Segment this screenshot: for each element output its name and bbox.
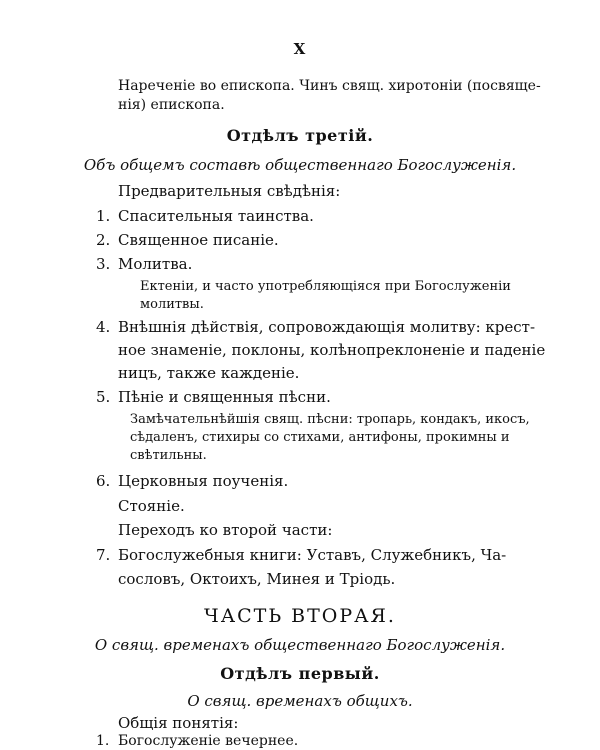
item-text: Спасительныя таинства. — [118, 207, 314, 225]
item-text: Богослуженіе вечернее. — [118, 733, 299, 749]
item-text: Молитва. — [118, 255, 193, 273]
list-item — [96, 207, 314, 225]
general-concepts: Общія понятія: — [118, 714, 239, 732]
list-item — [96, 733, 298, 749]
list-item — [96, 546, 506, 564]
item-number: 1. — [96, 207, 111, 225]
item-number: 1. — [96, 733, 110, 749]
item-text: Богослужебныя книги: Уставъ, Служебникъ, Ча- — [118, 546, 507, 564]
list-item — [96, 388, 331, 406]
prelim-heading: Предварительныя свѣдѣнія: — [118, 182, 341, 200]
intro-line-2: нія) епископа. — [118, 97, 225, 113]
standing-line: Стояніе. — [118, 497, 185, 515]
item-text: Священное писаніе. — [118, 231, 279, 249]
item-number: 7. — [96, 546, 111, 564]
part-2-title: ЧАСТЬ ВТОРАЯ. — [204, 605, 396, 627]
note-3-line-2: молитвы. — [140, 297, 204, 312]
item-4-line-3: ницъ, также кажденіе. — [118, 364, 300, 382]
intro-line-1: Нареченіе во епископа. Чинъ свящ. хиротоніи (посвяще- — [118, 78, 541, 94]
item-number: 3. — [96, 255, 111, 273]
list-item — [96, 318, 535, 336]
list-item — [96, 231, 279, 249]
section-3-title: Отдѣлъ третій. — [226, 126, 374, 145]
note-5-line-2: сѣдаленъ, стихиры со стихами, антифоны, прокимны и — [130, 430, 510, 445]
item-text: Внѣшнія дѣйствія, сопровождающія молитву: крест- — [118, 318, 536, 336]
page-number: X — [293, 40, 307, 58]
item-number: 2. — [96, 231, 111, 249]
item-number: 6. — [96, 472, 111, 490]
item-4-line-2: ное знаменіе, поклоны, колѣнопреклоненіе и паденіе — [118, 341, 546, 359]
item-text: Пѣніе и священныя пѣсни. — [118, 388, 331, 406]
part-2-section-1-title: Отдѣлъ первый. — [220, 664, 380, 683]
note-5-line-1: Замѣчательнѣйшія свящ. пѣсни: тропарь, кондакъ, икосъ, — [130, 412, 530, 427]
part-2-subtitle: О свящ. временахъ общественнаго Богослуженія. — [94, 636, 506, 654]
item-7-line-2: сословъ, Октоихъ, Минея и Тріодь. — [118, 570, 396, 588]
list-item — [96, 472, 288, 490]
part-2-section-1-subtitle: О свящ. временахъ общихъ. — [187, 692, 413, 710]
list-item — [96, 255, 192, 273]
note-5-line-3: свѣтильны. — [130, 448, 207, 463]
transition-line: Переходъ ко второй части: — [118, 521, 333, 539]
item-number: 4. — [96, 318, 111, 336]
item-number: 5. — [96, 388, 111, 406]
note-3-line-1: Ектеніи, и часто употребляющіяся при Богослуженіи — [140, 279, 511, 294]
section-3-subtitle: Объ общемъ составѣ общественнаго Богослуженія. — [83, 156, 517, 174]
item-text: Церковныя поученія. — [118, 472, 289, 490]
